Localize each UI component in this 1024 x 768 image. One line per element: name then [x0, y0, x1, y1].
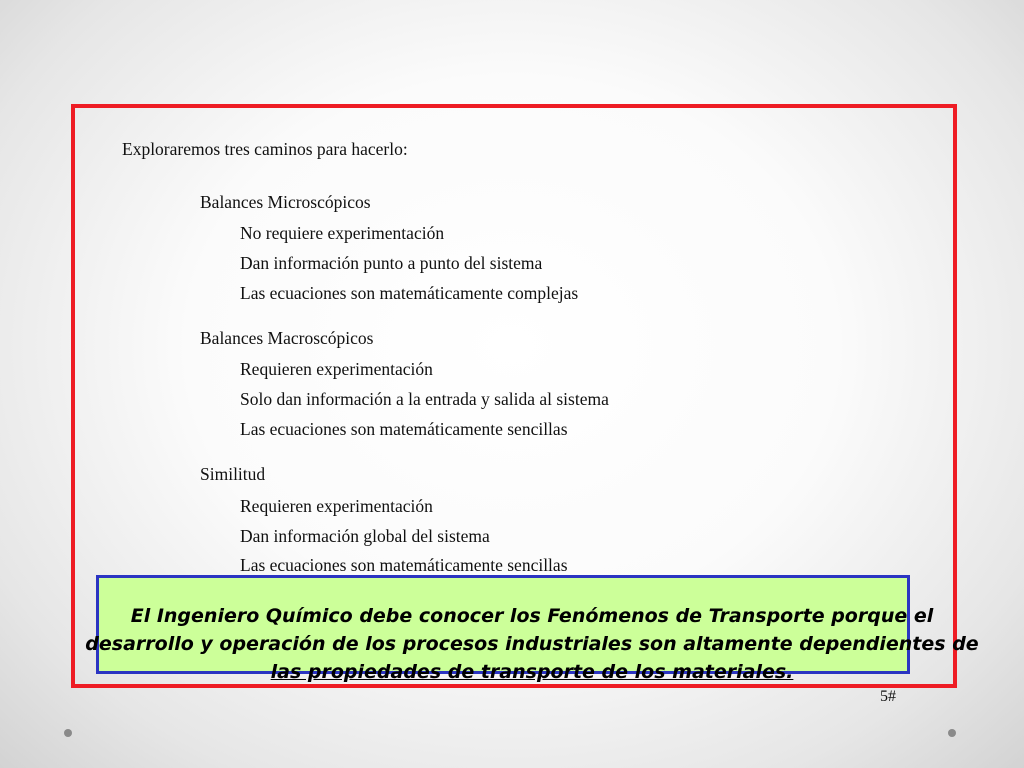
intro-text: Exploraremos tres caminos para hacerlo: — [122, 139, 408, 159]
corner-dot-right — [948, 729, 956, 737]
list-item: Requieren experimentación — [240, 496, 433, 516]
section-title-macroscopic: Balances Macroscópicos — [200, 328, 374, 348]
list-item: Dan información global del sistema — [240, 526, 490, 546]
highlight-line-2: desarrollo y operación de los procesos industriales son altamente dependientes de — [85, 633, 979, 655]
highlight-text — [60, 602, 1004, 686]
corner-dot-left — [64, 729, 72, 737]
list-item: No requiere experimentación — [240, 223, 445, 243]
list-item: Dan información punto a punto del sistema — [240, 253, 543, 273]
list-item: Las ecuaciones son matemáticamente complejas — [240, 283, 579, 303]
highlight-line-1: El Ingeniero Químico debe conocer los Fenómenos de Transporte porque el — [130, 605, 934, 627]
section-title-microscopic: Balances Microscópicos — [200, 192, 371, 212]
list-item: Las ecuaciones son matemáticamente sencillas — [240, 555, 568, 575]
section-title-similitude: Similitud — [200, 464, 266, 484]
list-item: Las ecuaciones son matemáticamente sencillas — [240, 419, 568, 439]
list-item: Solo dan información a la entrada y salida al sistema — [240, 389, 609, 409]
highlight-line-3: las propiedades de transporte de los materiales. — [270, 661, 794, 683]
slide-number: 5# — [880, 688, 896, 705]
list-item: Requieren experimentación — [240, 359, 433, 379]
